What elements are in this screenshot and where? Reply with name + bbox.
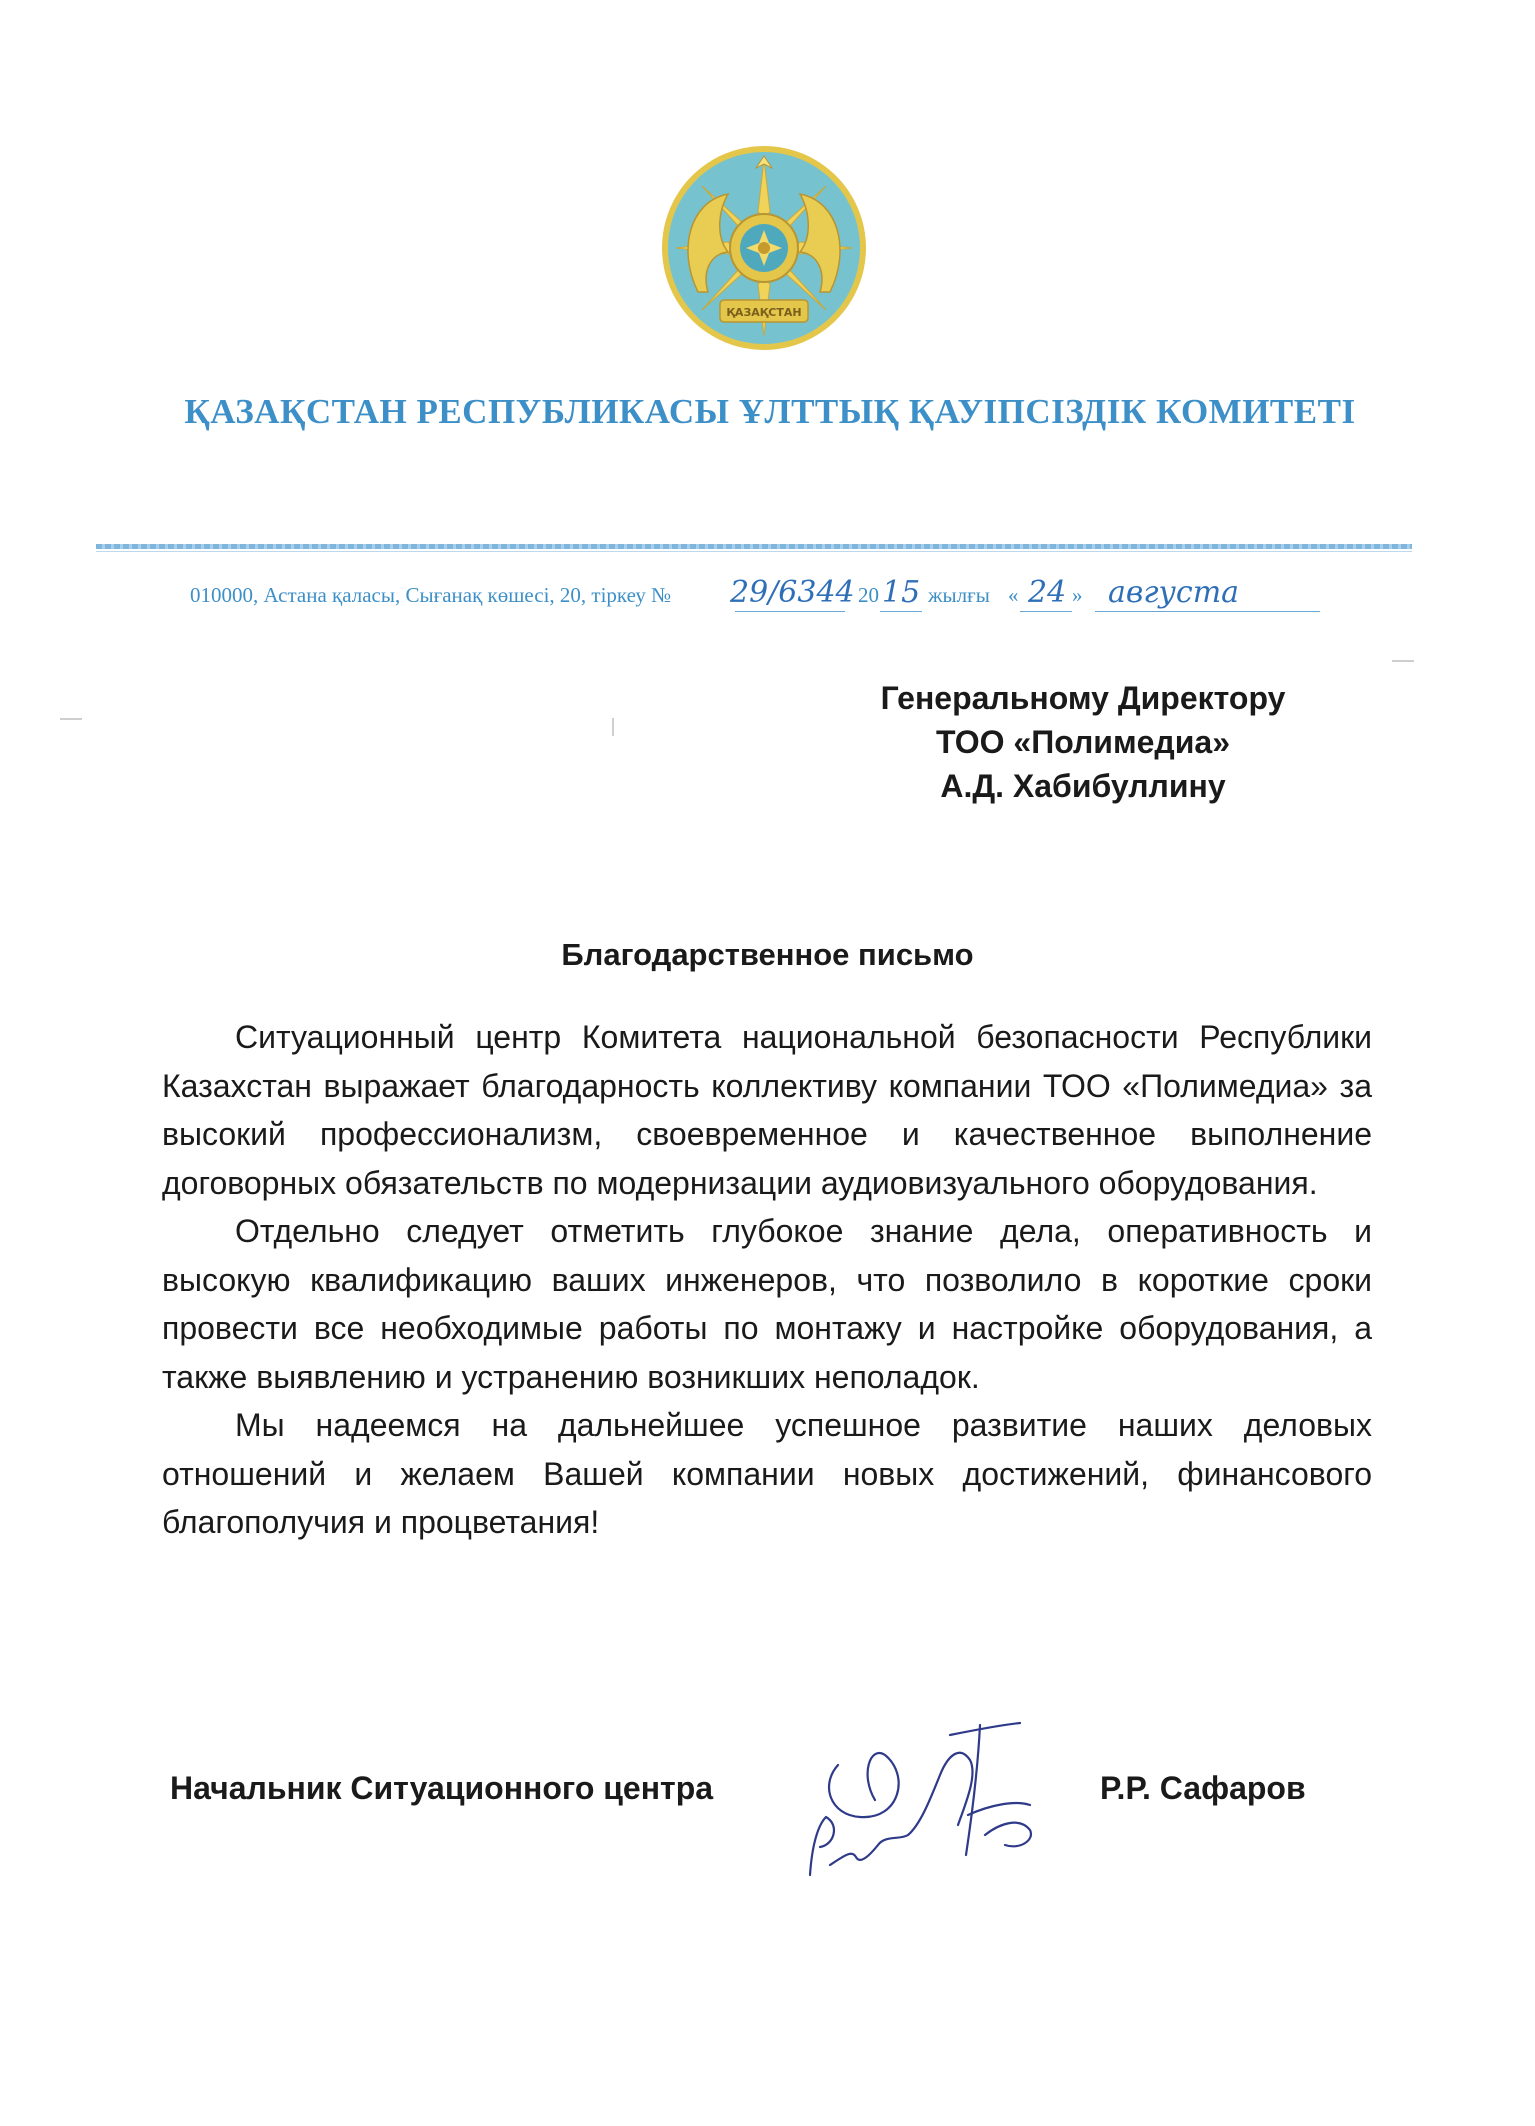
day-close-quote: » [1072, 583, 1083, 607]
scan-mark [60, 718, 82, 720]
reg-number-underline [735, 611, 845, 612]
day-underline [1020, 611, 1072, 612]
header-divider-thin [96, 551, 1412, 552]
paragraph: Ситуационный центр Комитета национальной безопасности Республики Казахстан выражает благодарность коллективу компании ТОО «Полимедиа» за высокий профессионализм, своевременное и качественное выполнение договорных обязательств по модернизации аудиовизуального оборудования. [162, 1019, 1372, 1201]
year-label: жылғы [928, 583, 990, 607]
organization-title: ҚАЗАҚСТАН РЕСПУБЛИКАСЫ ҰЛТТЫҚ ҚАУІПСІЗДІК КОМИТЕТІ [184, 392, 1356, 431]
year-prefix: 20 [858, 583, 879, 607]
letter-body [162, 1013, 1372, 1547]
scan-mark [612, 718, 614, 736]
registration-line [190, 568, 1320, 618]
year-suffix: 15 [882, 575, 921, 610]
letter-title: Благодарственное письмо [561, 937, 974, 972]
paragraph: Мы надеемся на дальнейшее успешное развитие наших деловых отношений и желаем Вашей компании новых достижений, финансового благополучия и процветания! [162, 1407, 1372, 1540]
svg-text:ҚАЗАҚСТАН: ҚАЗАҚСТАН [726, 306, 802, 319]
paragraph: Отдельно следует отметить глубокое знание дела, оперативность и высокую квалификацию ваших инженеров, что позволило в короткие сроки провести все необходимые работы по монтажу и настройке оборудования, а также выявлению и устранению возникших неполадок. [162, 1213, 1372, 1395]
address-text: 010000, Астана қаласы, Сығанақ көшесі, 20, тіркеу № [190, 583, 672, 607]
addressee-position: Генеральному Директору [880, 680, 1286, 716]
scan-mark [1392, 660, 1414, 662]
year-underline [880, 611, 922, 612]
registration-number: 29/6344 [730, 575, 855, 610]
header-divider [96, 544, 1412, 549]
day: 24 [1028, 575, 1067, 610]
month: августа [1108, 575, 1240, 610]
addressee-company: ТОО «Полимедиа» [935, 724, 1230, 760]
day-open-quote: « [1008, 583, 1019, 607]
handwritten-signature-icon [790, 1705, 1070, 1895]
signatory-position: Начальник Ситуационного центра [170, 1770, 714, 1806]
state-emblem-icon [658, 142, 870, 354]
month-underline [1095, 611, 1320, 612]
addressee-name: А.Д. Хабибуллину [940, 768, 1226, 804]
signatory-name: Р.Р. Сафаров [1100, 1770, 1306, 1806]
addressee-block [803, 676, 1363, 808]
